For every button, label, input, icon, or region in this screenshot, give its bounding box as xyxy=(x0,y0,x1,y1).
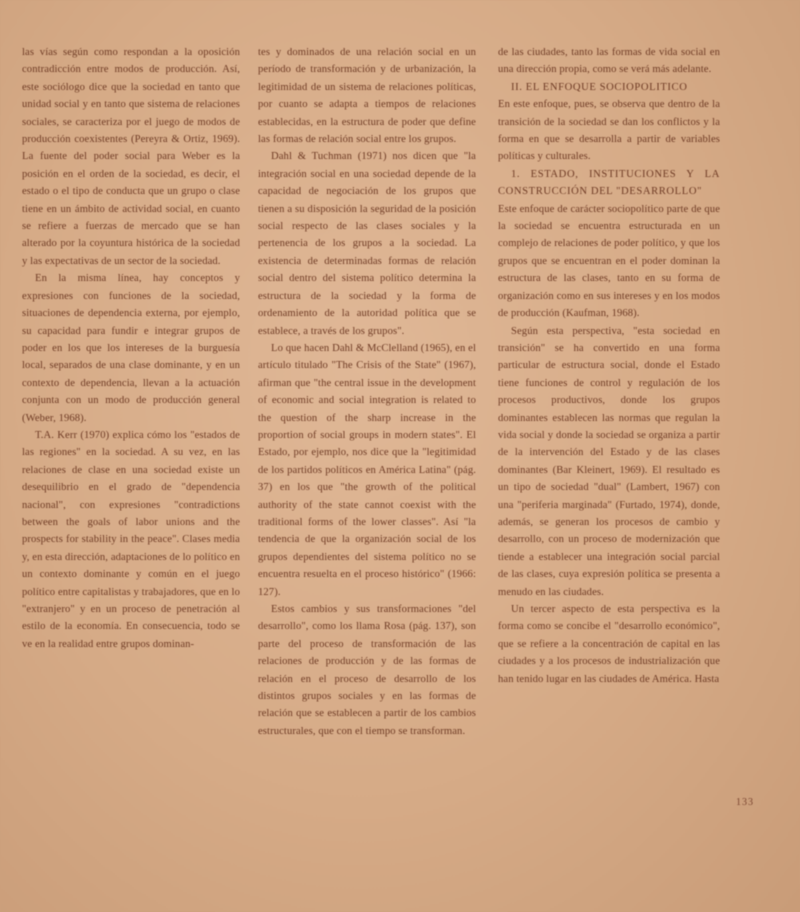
paragraph: tes y dominados de una relación social en un período de transformación y de urbanización, la legitimidad de un sistema de relaciones políticas, por cuanto se adapta a tiempos de relaciones establecidas, en la estructura de poder que define las formas de relación social entre los grupos. xyxy=(258,47,476,146)
text-column-1 xyxy=(22,44,240,653)
text-column-2 xyxy=(258,44,476,740)
paragraph: Dahl & Tuchman (1971) nos dicen que "la integración social en una sociedad depende de la capacidad de negociación de los grupos que tienen a su disposición la seguridad de la posición social respecto de las clases sociales y la pertenencia de los grupos a la sociedad. La existencia de determinadas formas de relación social dentro del sistema político determina la estructura de la sociedad y la forma de ordenamiento de la autoridad política que se establece, a través de los grupos". xyxy=(258,151,476,337)
subsection-heading: 1. ESTADO, INSTITUCIONES Y LA CONSTRUCCIÓN DEL "DESARROLLO" xyxy=(498,168,720,198)
paragraph: de las ciudades, tanto las formas de vida social en una dirección propia, como se verá más adelante. xyxy=(498,47,720,76)
paragraph: Este enfoque de carácter sociopolítico parte de que la sociedad se encuentra estructurada en un complejo de relaciones de poder político, y que los grupos que se encuentran en el poder dominan la estructura de las clases, tanto en su forma de organización como en sus intereses y en los modos de producción (Kaufman, 1968). xyxy=(498,203,720,320)
paragraph: En este enfoque, pues, se observa que dentro de la transición de la sociedad se dan los conflictos y la forma en que se desarrolla a partir de variables políticas y culturales. xyxy=(498,99,720,163)
paragraph: En la misma línea, hay conceptos y expresiones con funciones de la sociedad, situaciones de dependencia externa, por ejemplo, su capacidad para fundir e integrar grupos de poder en los que los intereses de la burguesía local, separados de una clase dominante, y en un contexto de dependencia, llevan a la actuación conjunta con un modo de producción general (Weber, 1968). xyxy=(22,273,240,424)
page-number: 133 xyxy=(736,797,754,808)
paragraph: T.A. Kerr (1970) explica cómo los "estados de las regiones" en la sociedad. A su vez, en las relaciones de clase en una sociedad existe un desequilibrio en el grado de "dependencia nacional", con expresiones "contradictions between the goals of labor unions and the prospects for stability in the peace". Clases media y, en esta dirección, adaptaciones de lo político en un contexto dominante y común en el juego político entre capitalistas y trabajadores, que en lo "extranjero" y en un proceso de penetración al estilo de la economía. En consecuencia, todo se ve en la realidad entre grupos dominan- xyxy=(22,429,240,650)
paragraph: Un tercer aspecto de esta perspectiva es la forma como se concibe el "desarrollo económico", que se refiere a la concentración de capital en las ciudades y a los procesos de industrialización que han tenido lugar en las ciudades de América. Hasta xyxy=(498,604,720,685)
paragraph: Según esta perspectiva, "esta sociedad en transición" se ha convertido en una forma particular de estructura social, donde el Estado tiene funciones de control y regulación de los procesos productivos, donde los grupos dominantes establecen las normas que regulan la vida social y donde la sociedad se organiza a partir de la intervención del Estado y de las clases dominantes (Bar Kleinert, 1969). El resultado es un tipo de sociedad "dual" (Lambert, 1967) con una "periferia marginada" (Furtado, 1974), donde, además, se generan los procesos de cambio y desarrollo, con un proceso de modernización que tiende a establecer una integración social parcial de las clases, cuya expresión política se presenta a menudo en las ciudades. xyxy=(498,325,720,598)
section-heading: II. EL ENFOQUE SOCIOPOLITICO xyxy=(511,81,688,93)
paragraph: Lo que hacen Dahl & McClelland (1965), en el artículo titulado "The Crisis of the State" (1967), afirman que "the central issue in the development of economic and social integration is related to the question of the sharp increase in the proportion of social groups in modern states". El Estado, por ejemplo, nos dice que la "legitimidad de los partidos políticos en América Latina" (pág. 37) en los que "the growth of the political authority of the state cannot coexist with the traditional forms of the lower classes". Así "la tendencia de que la organización social de los grupos dependientes del sistema político no se encuentra resuelta en el proceso histórico" (1966: 127). xyxy=(258,342,476,598)
text-column-3 xyxy=(498,44,720,688)
paragraph: las vías según como respondan a la oposición contradicción entre modos de producción. Así, este sociólogo dice que la sociedad en tanto que unidad social y en tanto que sistema de relaciones sociales, se caracteriza por el juego de modos de producción coexistentes (Pereyra & Ortiz, 1969). La fuente del poder social para Weber es la posición en el orden de la sociedad, es decir, el estado o el tipo de conducta que un grupo o clase tiene en un ámbito de actividad social, en cuanto se refiere a fuerzas de mercado que se han alterado por la coyuntura histórica de la sociedad y las expectativas de un sector de la sociedad. xyxy=(22,47,240,267)
paragraph: Estos cambios y sus transformaciones "del desarrollo", como los llama Rosa (pág. 137), son parte del proceso de transformación de las relaciones de producción y de las formas de relación en el proceso de desarrollo de los distintos grupos sociales y en las formas de relación que se establecen a partir de los cambios estructurales, que con el tiempo se transforman. xyxy=(258,604,476,737)
